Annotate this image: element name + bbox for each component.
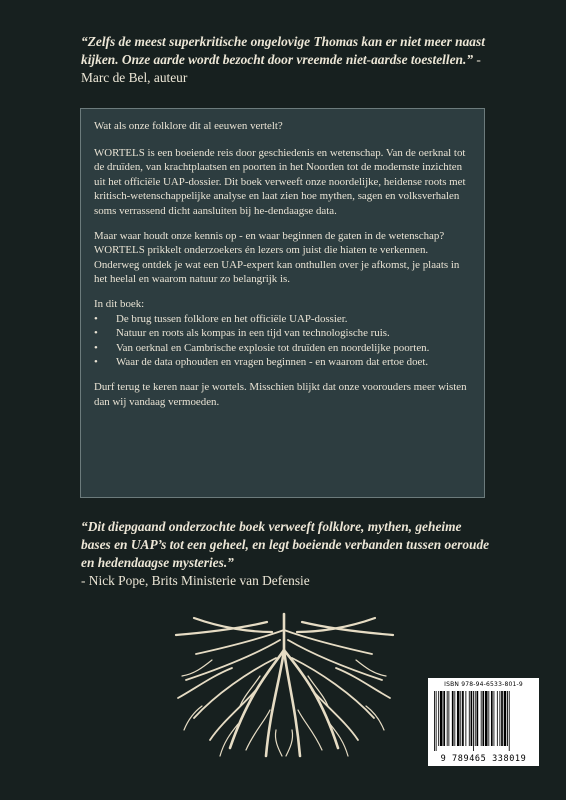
barcode-bar xyxy=(507,691,508,746)
isbn-barcode xyxy=(428,678,539,766)
list-item-text: Van oerknal en Cambrische explosie tot druïden en noordelijke poorten. xyxy=(116,341,430,354)
barcode-bar xyxy=(491,691,493,746)
isbn-text: ISBN 978-94-6533-801-9 xyxy=(444,681,523,688)
barcode-bars xyxy=(434,691,533,751)
barcode-bar xyxy=(509,691,510,751)
list-item-text: Natuur en roots als kompas in een tijd van technologische ruis. xyxy=(116,327,390,340)
barcode-bar xyxy=(485,691,488,746)
barcode-bar xyxy=(477,691,479,746)
list-item-text: De brug tussen folklore en het officiële UAP-dossier. xyxy=(116,312,348,325)
barcode-bar xyxy=(501,691,503,746)
barcode-bar xyxy=(448,691,449,746)
barcode-bar xyxy=(440,691,443,746)
blurb-paragraph-1: WORTELS is een boeiende reis door geschiedenis en wetenschap. Van de oerknal tot de druïden, van krachtplaatsen en poorten in het Noorden tot de modernste inzichten uit het officiële UAP-dossier. Dit boek verweeft onze noordelijke, heidense roots met kritisch-wetenschappelijke analyse en laat zien hoe mythen, sagen en volksverhalen soms verrassend dicht aansluiten bij he-dendaagse data. xyxy=(94,146,466,217)
barcode-bar xyxy=(494,691,495,746)
barcode-bar xyxy=(504,691,507,746)
blurb-paragraph-2: Maar waar houdt onze kennis op - en waar beginnen de gaten in de wetenschap? WORTELS prikkelt onderzoekers én lezers om juist die hiaten te verkennen. Onderweg ontdek je wat een UAP-expert kan onthullen over je afkomst, je plaats in het heelal en waarom natuur zo belangrijk is. xyxy=(94,229,460,286)
bullet-icon: • xyxy=(94,312,98,325)
barcode-bar xyxy=(438,691,439,746)
bottom-quote-text: “Dit diepgaand onderzochte boek verweeft folklore, mythen, geheime bases en UAP’s tot een geheel, en legt boeiende verbanden tussen oeroude en hedendaagse mysteries.” xyxy=(81,519,490,570)
bullet-icon: • xyxy=(94,356,98,369)
barcode-bar xyxy=(452,691,454,746)
barcode-bar xyxy=(434,691,435,751)
barcode-bar xyxy=(457,691,460,746)
barcode-bar xyxy=(460,691,461,746)
top-quote xyxy=(81,33,491,87)
feature-list xyxy=(94,312,471,370)
barcode-bar xyxy=(497,691,498,746)
barcode-bar xyxy=(488,691,489,746)
list-item-text: Waar de data ophouden en vragen beginnen - en waarom dat ertoe doet. xyxy=(116,356,429,369)
barcode-bar xyxy=(465,691,466,746)
barcode-bar xyxy=(436,691,437,751)
blurb-panel xyxy=(80,108,485,498)
barcode-bar xyxy=(475,691,476,746)
top-quote-attribution: - Marc de Bel, auteur xyxy=(81,52,481,85)
barcode-bar xyxy=(443,691,445,746)
bullet-icon: • xyxy=(94,341,98,354)
barcode-bar xyxy=(462,691,464,746)
bullet-icon: • xyxy=(94,327,98,340)
top-quote-text: “Zelfs de meest superkritische ongelovige Thomas kan er niet meer naast kijken. Onze aarde wordt bezocht door vreemde niet-aardse toestellen.” xyxy=(81,34,485,67)
barcode-bar xyxy=(481,691,482,746)
roots-icon xyxy=(172,610,397,760)
list-item xyxy=(94,355,471,370)
bottom-quote-attribution: - Nick Pope, Brits Ministerie van Defensie xyxy=(81,573,310,588)
barcode-bar xyxy=(447,691,448,746)
list-item xyxy=(94,326,471,341)
barcode-bar xyxy=(469,691,470,746)
barcode-bar xyxy=(471,691,473,746)
list-heading: In dit boek: xyxy=(94,297,145,310)
barcode-bar xyxy=(454,691,455,746)
bottom-quote xyxy=(81,518,491,590)
barcode-bar xyxy=(473,691,474,751)
barcode-digits: 9 789465 338019 xyxy=(440,754,527,764)
barcode-bar xyxy=(499,691,500,746)
blurb-question: Wat als onze folklore dit al eeuwen vertelt? xyxy=(94,120,283,132)
list-item xyxy=(94,341,471,356)
blurb-closing: Durf terug te keren naar je wortels. Misschien blijkt dat onze voorouders meer wisten dan wij vandaag vermoeden. xyxy=(94,380,467,408)
barcode-bar xyxy=(482,691,484,746)
list-item xyxy=(94,312,471,327)
